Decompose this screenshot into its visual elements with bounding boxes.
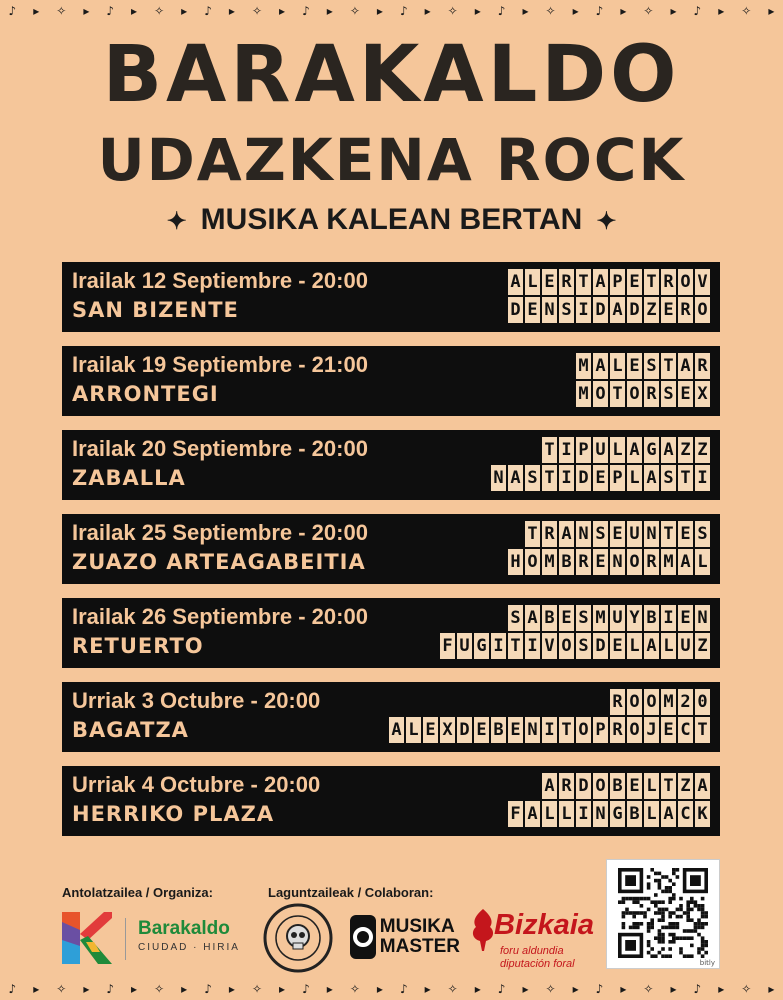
border-ornament-icon: ✧ bbox=[545, 4, 556, 18]
band-name bbox=[508, 549, 710, 575]
band-letter-tile: N bbox=[491, 465, 506, 491]
band-letter-tile: I bbox=[491, 633, 506, 659]
border-ornament-icon: ▸ bbox=[424, 982, 431, 996]
border-ornament-icon: ✧ bbox=[251, 4, 263, 18]
band-letter-tile: N bbox=[593, 801, 608, 827]
band-letter-tile: A bbox=[559, 521, 574, 547]
band-letter-tile: S bbox=[576, 633, 591, 659]
border-ornament-icon: ▸ bbox=[228, 4, 235, 18]
band-letter-tile: O bbox=[627, 549, 642, 575]
band-letter-tile: P bbox=[593, 717, 608, 743]
band-letter-tile: B bbox=[542, 605, 557, 631]
band-name bbox=[525, 521, 710, 547]
band-letter-tile: A bbox=[661, 437, 676, 463]
qr-code-icon bbox=[607, 860, 719, 968]
band-letter-tile: T bbox=[559, 717, 574, 743]
band-letter-tile: U bbox=[457, 633, 472, 659]
border-ornament-icon: ✧ bbox=[154, 4, 165, 18]
band-letter-tile: S bbox=[576, 605, 591, 631]
band-letter-tile: N bbox=[644, 521, 659, 547]
border-ornament-icon: ▸ bbox=[620, 982, 627, 996]
band-letter-tile: T bbox=[644, 269, 659, 295]
band-letter-tile: T bbox=[678, 465, 693, 491]
band-letter-tile: E bbox=[678, 521, 693, 547]
band-letter-tile: Z bbox=[695, 437, 710, 463]
border-ornament-icon: ▸ bbox=[326, 4, 333, 18]
band-letter-tile: A bbox=[661, 801, 676, 827]
band-letter-tile: A bbox=[508, 269, 523, 295]
band-letter-tile: E bbox=[627, 269, 642, 295]
border-ornament-icon: ♪ bbox=[8, 4, 17, 18]
band-letter-tile: I bbox=[542, 717, 557, 743]
band-letter-tile: E bbox=[593, 465, 608, 491]
band-letter-tile: O bbox=[678, 269, 693, 295]
band-letter-tile: E bbox=[542, 269, 557, 295]
event-date: Irailak 12 Septiembre - 20:00 bbox=[72, 268, 368, 293]
band-letter-tile: O bbox=[559, 633, 574, 659]
border-ornament-icon: ▸ bbox=[131, 4, 138, 18]
event-panel bbox=[62, 514, 720, 584]
band-letter-tile: A bbox=[644, 465, 659, 491]
band-letter-tile: R bbox=[678, 297, 693, 323]
band-letter-tile: E bbox=[474, 717, 489, 743]
band-letter-tile: E bbox=[678, 381, 693, 407]
band-letter-tile: I bbox=[576, 801, 591, 827]
band-letter-tile: D bbox=[593, 297, 608, 323]
band-letter-tile: C bbox=[678, 717, 693, 743]
band-letter-tile: R bbox=[661, 269, 676, 295]
band-list bbox=[440, 605, 710, 659]
band-letter-tile: O bbox=[695, 297, 710, 323]
border-ornament-icon: ▸ bbox=[33, 4, 40, 18]
border-ornament-icon: ♪ bbox=[204, 982, 212, 996]
band-letter-tile: O bbox=[627, 717, 642, 743]
band-letter-tile: L bbox=[406, 717, 421, 743]
band-letter-tile: I bbox=[525, 633, 540, 659]
band-letter-tile: D bbox=[576, 465, 591, 491]
border-ornament-icon: ♪ bbox=[399, 982, 408, 996]
band-name bbox=[508, 801, 710, 827]
event-panel bbox=[62, 430, 720, 500]
border-ornament-icon: ♪ bbox=[106, 982, 115, 996]
event-date: Urriak 4 Octubre - 20:00 bbox=[72, 772, 321, 797]
barakaldo-logo-sub: CIUDAD · HIRIA bbox=[138, 942, 240, 953]
band-letter-tile: N bbox=[525, 717, 540, 743]
barakaldo-logo-text: Barakaldo bbox=[138, 918, 230, 939]
border-ornament-icon: ▸ bbox=[279, 982, 286, 996]
band-letter-tile: M bbox=[576, 353, 591, 379]
band-list bbox=[491, 437, 710, 491]
band-letter-tile: A bbox=[508, 465, 523, 491]
band-letter-tile: U bbox=[593, 437, 608, 463]
band-name bbox=[542, 773, 710, 799]
border-ornament-icon: ✧ bbox=[447, 4, 458, 18]
event-place: ZABALLA bbox=[72, 466, 186, 490]
band-letter-tile: X bbox=[695, 381, 710, 407]
oak-leaf-icon bbox=[470, 907, 496, 951]
band-name bbox=[491, 465, 710, 491]
event-date: Irailak 26 Septiembre - 20:00 bbox=[72, 604, 368, 629]
band-letter-tile: A bbox=[678, 549, 693, 575]
border-ornament-icon: ▸ bbox=[572, 4, 579, 18]
band-letter-tile: U bbox=[627, 521, 642, 547]
border-ornament-icon: ▸ bbox=[620, 4, 627, 18]
bizkaia-logo-text: Bizkaia bbox=[494, 909, 594, 941]
band-letter-tile: E bbox=[661, 717, 676, 743]
border-ornament-icon: ▸ bbox=[376, 982, 383, 996]
star-icon: ✦ bbox=[596, 208, 617, 235]
tagline-text: MUSIKA KALEAN BERTAN bbox=[200, 203, 583, 236]
border-ornament-icon: ✧ bbox=[349, 982, 360, 996]
band-letter-tile: A bbox=[678, 353, 693, 379]
band-letter-tile: T bbox=[610, 381, 625, 407]
band-letter-tile: S bbox=[644, 353, 659, 379]
band-letter-tile: L bbox=[525, 269, 540, 295]
border-ornament-icon: ▸ bbox=[670, 4, 677, 18]
border-ornament-icon: ✧ bbox=[545, 982, 556, 996]
border-ornament-icon: ▸ bbox=[326, 982, 333, 996]
border-ornament-icon: ▸ bbox=[181, 4, 188, 18]
event-place: ARRONTEGI bbox=[72, 382, 219, 406]
band-name bbox=[440, 633, 710, 659]
band-letter-tile: N bbox=[576, 521, 591, 547]
band-letter-tile: A bbox=[627, 437, 642, 463]
qr-caption: bitly bbox=[699, 959, 715, 967]
band-letter-tile: L bbox=[559, 801, 574, 827]
festival-subtitle-rock: UDAZKENA ROCK bbox=[97, 126, 686, 194]
band-letter-tile: G bbox=[644, 437, 659, 463]
bizkaia-sub1: foru aldundia bbox=[500, 945, 564, 957]
band-name bbox=[542, 437, 710, 463]
band-name bbox=[508, 605, 710, 631]
border-ornament-icon: ✧ bbox=[447, 982, 458, 996]
event-panel bbox=[62, 346, 720, 416]
border-ornament-icon: ▸ bbox=[33, 982, 40, 996]
border-ornament-icon: ✧ bbox=[349, 4, 360, 18]
band-letter-tile: L bbox=[610, 437, 625, 463]
band-letter-tile: E bbox=[559, 605, 574, 631]
band-letter-tile: M bbox=[593, 605, 608, 631]
event-date: Irailak 25 Septiembre - 20:00 bbox=[72, 520, 368, 545]
border-ornament-icon: ♪ bbox=[204, 4, 212, 18]
band-letter-tile: A bbox=[389, 717, 404, 743]
band-letter-tile: T bbox=[542, 437, 557, 463]
border-ornament-icon: ✧ bbox=[154, 982, 165, 996]
band-letter-tile: B bbox=[559, 549, 574, 575]
band-letter-tile: A bbox=[695, 773, 710, 799]
band-letter-tile: L bbox=[542, 801, 557, 827]
border-ornament-icon: ✧ bbox=[741, 4, 752, 18]
event-place: SAN BIZENTE bbox=[72, 298, 239, 322]
festival-title: BARAKALDO bbox=[102, 30, 681, 120]
band-letter-tile: T bbox=[542, 465, 557, 491]
band-letter-tile: G bbox=[610, 801, 625, 827]
band-letter-tile: T bbox=[661, 521, 676, 547]
band-name bbox=[576, 381, 710, 407]
band-letter-tile: A bbox=[542, 773, 557, 799]
border-ornament-icon: ▸ bbox=[474, 4, 481, 18]
border-ornament-icon: ▸ bbox=[572, 982, 579, 996]
band-letter-tile: N bbox=[542, 297, 557, 323]
band-letter-tile: E bbox=[610, 521, 625, 547]
band-letter-tile: U bbox=[610, 605, 625, 631]
band-name bbox=[576, 353, 710, 379]
colaboran-label: Laguntzaileak / Colaboran: bbox=[268, 885, 434, 900]
qr-code[interactable] bbox=[606, 859, 720, 969]
border-ornament-icon: ▸ bbox=[376, 4, 383, 18]
rock-taldeak-seal-icon bbox=[263, 903, 333, 973]
band-letter-tile: A bbox=[610, 297, 625, 323]
band-letter-tile: N bbox=[695, 605, 710, 631]
band-letter-tile: L bbox=[695, 549, 710, 575]
border-ornament-icon: ▸ bbox=[474, 982, 481, 996]
band-letter-tile: T bbox=[695, 717, 710, 743]
band-letter-tile: V bbox=[542, 633, 557, 659]
band-letter-tile: U bbox=[678, 633, 693, 659]
band-letter-tile: B bbox=[627, 801, 642, 827]
band-letter-tile: R bbox=[644, 381, 659, 407]
band-letter-tile: O bbox=[525, 549, 540, 575]
band-letter-tile: J bbox=[644, 717, 659, 743]
band-letter-tile: I bbox=[695, 465, 710, 491]
border-ornament-icon: ♪ bbox=[595, 982, 604, 996]
band-letter-tile: R bbox=[695, 353, 710, 379]
band-list bbox=[576, 353, 710, 407]
band-letter-tile: M bbox=[661, 689, 676, 715]
band-letter-tile: L bbox=[644, 773, 659, 799]
border-ornament-icon: ♪ bbox=[693, 982, 702, 996]
band-letter-tile: B bbox=[491, 717, 506, 743]
border-ornament-icon: ▸ bbox=[522, 4, 529, 18]
band-letter-tile: E bbox=[423, 717, 438, 743]
event-date: Irailak 19 Septiembre - 21:00 bbox=[72, 352, 368, 377]
band-letter-tile: F bbox=[508, 801, 523, 827]
band-letter-tile: M bbox=[576, 381, 591, 407]
band-letter-tile: R bbox=[542, 521, 557, 547]
band-list bbox=[508, 773, 710, 827]
band-letter-tile: V bbox=[695, 269, 710, 295]
band-letter-tile: O bbox=[593, 773, 608, 799]
band-letter-tile: R bbox=[644, 549, 659, 575]
event-place: BAGATZA bbox=[72, 718, 189, 742]
border-ornament-icon: ▸ bbox=[131, 982, 138, 996]
band-letter-tile: E bbox=[610, 633, 625, 659]
band-letter-tile: D bbox=[457, 717, 472, 743]
organiza-label: Antolatzailea / Organiza: bbox=[62, 885, 213, 900]
border-ornament-icon: ✧ bbox=[251, 982, 263, 996]
band-letter-tile: 0 bbox=[695, 689, 710, 715]
band-letter-tile: R bbox=[576, 549, 591, 575]
border-ornament-icon: ▸ bbox=[768, 4, 775, 18]
band-letter-tile: D bbox=[593, 633, 608, 659]
band-letter-tile: O bbox=[627, 689, 642, 715]
band-letter-tile: L bbox=[661, 633, 676, 659]
band-letter-tile: D bbox=[508, 297, 523, 323]
border-ornament-icon: ♪ bbox=[497, 982, 506, 996]
band-letter-tile: I bbox=[559, 465, 574, 491]
band-letter-tile: P bbox=[576, 437, 591, 463]
event-place: RETUERTO bbox=[72, 634, 204, 658]
band-letter-tile: S bbox=[593, 521, 608, 547]
band-letter-tile: E bbox=[678, 605, 693, 631]
border-ornament-icon: ▸ bbox=[522, 982, 529, 996]
border-ornament-icon: ♪ bbox=[302, 4, 310, 18]
border-ornament-icon: ▸ bbox=[768, 982, 775, 996]
band-list bbox=[508, 269, 710, 323]
band-name bbox=[508, 297, 710, 323]
border-ornament-icon: ♪ bbox=[693, 4, 702, 18]
bizkaia-sub2: diputación foral bbox=[500, 958, 575, 970]
band-letter-tile: F bbox=[440, 633, 455, 659]
border-ornament-icon: ♪ bbox=[106, 4, 115, 18]
band-letter-tile: S bbox=[661, 465, 676, 491]
speaker-icon bbox=[350, 915, 376, 959]
band-letter-tile: L bbox=[627, 633, 642, 659]
border-ornament-icon: ✧ bbox=[643, 4, 654, 18]
border-ornament-icon: ▸ bbox=[718, 4, 725, 18]
bizkaia-logo bbox=[470, 905, 600, 973]
band-letter-tile: N bbox=[610, 549, 625, 575]
band-letter-tile: T bbox=[661, 353, 676, 379]
band-letter-tile: H bbox=[508, 549, 523, 575]
band-letter-tile: S bbox=[695, 521, 710, 547]
band-name bbox=[508, 269, 710, 295]
border-ornament-icon: ♪ bbox=[497, 4, 506, 18]
musika-master-line1: MUSIKA bbox=[379, 916, 455, 937]
event-place: HERRIKO PLAZA bbox=[72, 802, 275, 826]
band-list bbox=[389, 689, 710, 743]
band-letter-tile: Z bbox=[678, 437, 693, 463]
band-letter-tile: O bbox=[627, 381, 642, 407]
band-letter-tile: A bbox=[593, 353, 608, 379]
band-letter-tile: Z bbox=[644, 297, 659, 323]
barakaldo-logo bbox=[125, 918, 258, 960]
event-panel bbox=[62, 766, 720, 836]
band-letter-tile: P bbox=[610, 269, 625, 295]
band-letter-tile: R bbox=[610, 717, 625, 743]
k-logo-icon bbox=[62, 912, 112, 964]
band-letter-tile: K bbox=[695, 801, 710, 827]
band-letter-tile: C bbox=[678, 801, 693, 827]
band-letter-tile: R bbox=[559, 269, 574, 295]
band-letter-tile: E bbox=[525, 297, 540, 323]
band-letter-tile: A bbox=[644, 633, 659, 659]
band-letter-tile: S bbox=[661, 381, 676, 407]
bottom-border-decoration bbox=[0, 980, 783, 998]
band-letter-tile: T bbox=[525, 521, 540, 547]
band-letter-tile: B bbox=[610, 773, 625, 799]
border-ornament-icon: ♪ bbox=[302, 982, 310, 996]
band-letter-tile: I bbox=[661, 605, 676, 631]
band-letter-tile: A bbox=[525, 605, 540, 631]
border-ornament-icon: ▸ bbox=[670, 982, 677, 996]
border-ornament-icon: ▸ bbox=[83, 4, 90, 18]
band-letter-tile: T bbox=[508, 633, 523, 659]
band-letter-tile: E bbox=[627, 773, 642, 799]
band-letter-tile: D bbox=[627, 297, 642, 323]
band-letter-tile: Z bbox=[678, 773, 693, 799]
tagline bbox=[0, 203, 783, 237]
band-letter-tile: Y bbox=[627, 605, 642, 631]
band-letter-tile: I bbox=[559, 437, 574, 463]
band-letter-tile: S bbox=[508, 605, 523, 631]
band-letter-tile: R bbox=[610, 689, 625, 715]
band-letter-tile: E bbox=[508, 717, 523, 743]
band-letter-tile: I bbox=[576, 297, 591, 323]
band-letter-tile: O bbox=[644, 689, 659, 715]
star-icon: ✦ bbox=[166, 208, 187, 235]
event-date: Irailak 20 Septiembre - 20:00 bbox=[72, 436, 368, 461]
band-letter-tile: T bbox=[661, 773, 676, 799]
border-ornament-icon: ▸ bbox=[181, 982, 188, 996]
border-ornament-icon: ✧ bbox=[643, 982, 654, 996]
band-letter-tile: A bbox=[593, 269, 608, 295]
band-list bbox=[508, 521, 710, 575]
border-ornament-icon: ▸ bbox=[718, 982, 725, 996]
band-letter-tile: L bbox=[627, 465, 642, 491]
top-border-decoration bbox=[0, 2, 783, 20]
event-date: Urriak 3 Octubre - 20:00 bbox=[72, 688, 321, 713]
band-letter-tile: E bbox=[661, 297, 676, 323]
band-letter-tile: L bbox=[610, 353, 625, 379]
border-ornament-icon: ♪ bbox=[595, 4, 604, 18]
musika-master-line2: MASTER bbox=[379, 936, 460, 957]
band-letter-tile: B bbox=[644, 605, 659, 631]
event-panel bbox=[62, 262, 720, 332]
band-letter-tile: O bbox=[593, 381, 608, 407]
border-ornament-icon: ▸ bbox=[279, 4, 286, 18]
band-letter-tile: E bbox=[593, 549, 608, 575]
border-ornament-icon: ♪ bbox=[8, 982, 17, 996]
border-ornament-icon: ✧ bbox=[56, 982, 67, 996]
band-letter-tile: 2 bbox=[678, 689, 693, 715]
border-ornament-icon: ▸ bbox=[83, 982, 90, 996]
band-letter-tile: D bbox=[576, 773, 591, 799]
band-letter-tile: L bbox=[644, 801, 659, 827]
event-panel bbox=[62, 598, 720, 668]
band-letter-tile: R bbox=[559, 773, 574, 799]
band-letter-tile: P bbox=[610, 465, 625, 491]
band-letter-tile: X bbox=[440, 717, 455, 743]
border-ornament-icon: ✧ bbox=[741, 982, 752, 996]
band-letter-tile: S bbox=[559, 297, 574, 323]
band-letter-tile: G bbox=[474, 633, 489, 659]
border-ornament-icon: ▸ bbox=[228, 982, 235, 996]
band-letter-tile: A bbox=[525, 801, 540, 827]
border-ornament-icon: ▸ bbox=[424, 4, 431, 18]
band-letter-tile: T bbox=[576, 269, 591, 295]
border-ornament-icon: ♪ bbox=[399, 4, 408, 18]
band-letter-tile: O bbox=[576, 717, 591, 743]
band-letter-tile: E bbox=[627, 353, 642, 379]
event-panel bbox=[62, 682, 720, 752]
event-place: ZUAZO ARTEAGABEITIA bbox=[72, 550, 366, 574]
band-letter-tile: M bbox=[542, 549, 557, 575]
band-name bbox=[389, 717, 710, 743]
border-ornament-icon: ✧ bbox=[56, 4, 67, 18]
band-letter-tile: M bbox=[661, 549, 676, 575]
band-letter-tile: Z bbox=[695, 633, 710, 659]
band-letter-tile: S bbox=[525, 465, 540, 491]
musika-master-logo bbox=[350, 912, 460, 962]
band-name bbox=[610, 689, 710, 715]
